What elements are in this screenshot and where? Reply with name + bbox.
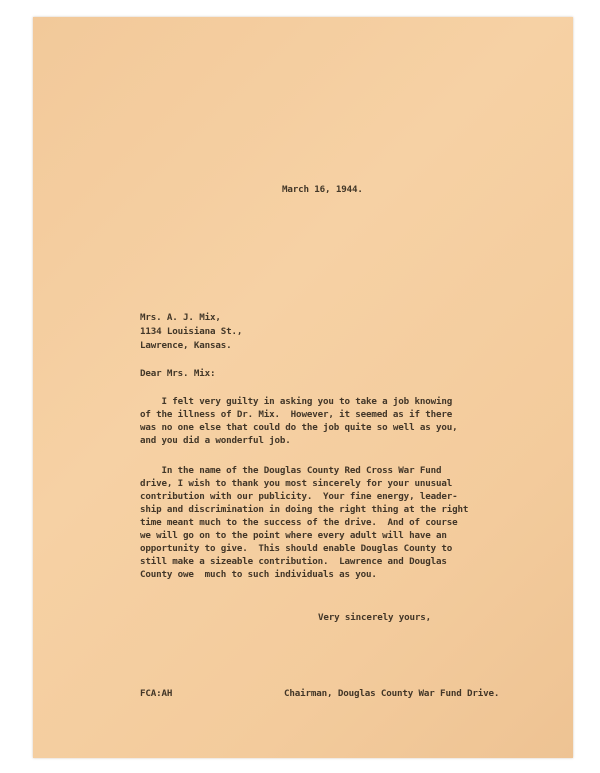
- paragraph-line: of the illness of Dr. Mix. However, it seemed as if there: [140, 409, 453, 420]
- reference-initials: FCA:AH: [140, 688, 173, 699]
- body-paragraph-2: [140, 464, 468, 581]
- recipient-name: Mrs. A. J. Mix,: [140, 312, 221, 323]
- paragraph-line: we will go on to the point where every adult will have an: [140, 530, 447, 541]
- recipient-city: Lawrence, Kansas.: [140, 340, 232, 351]
- recipient-street: 1134 Louisiana St.,: [140, 326, 243, 337]
- letter-page: [33, 17, 573, 758]
- paragraph-line: and you did a wonderful job.: [140, 435, 291, 446]
- signature-title: Chairman, Douglas County War Fund Drive.: [284, 688, 500, 699]
- paragraph-line: time meant much to the success of the drive. And of course: [140, 517, 458, 528]
- paragraph-line: opportunity to give. This should enable Douglas County to: [140, 543, 453, 554]
- paragraph-line: drive, I wish to thank you most sincerely for your unusual: [140, 478, 453, 489]
- paragraph-line: In the name of the Douglas County Red Cross War Fund: [140, 465, 442, 476]
- paragraph-line: County owe much to such individuals as you.: [140, 569, 377, 580]
- paragraph-line: was no one else that could do the job quite so well as you,: [140, 422, 458, 433]
- paragraph-line: I felt very guilty in asking you to take a job knowing: [140, 396, 453, 407]
- letter-date: March 16, 1944.: [282, 184, 363, 195]
- paragraph-line: still make a sizeable contribution. Lawrence and Douglas: [140, 556, 447, 567]
- paragraph-line: ship and discrimination in doing the right thing at the right: [140, 504, 469, 515]
- salutation: Dear Mrs. Mix:: [140, 368, 216, 379]
- body-paragraph-1: [140, 395, 458, 447]
- complimentary-closing: Very sincerely yours,: [318, 612, 432, 623]
- paragraph-line: contribution with our publicity. Your fine energy, leader-: [140, 491, 458, 502]
